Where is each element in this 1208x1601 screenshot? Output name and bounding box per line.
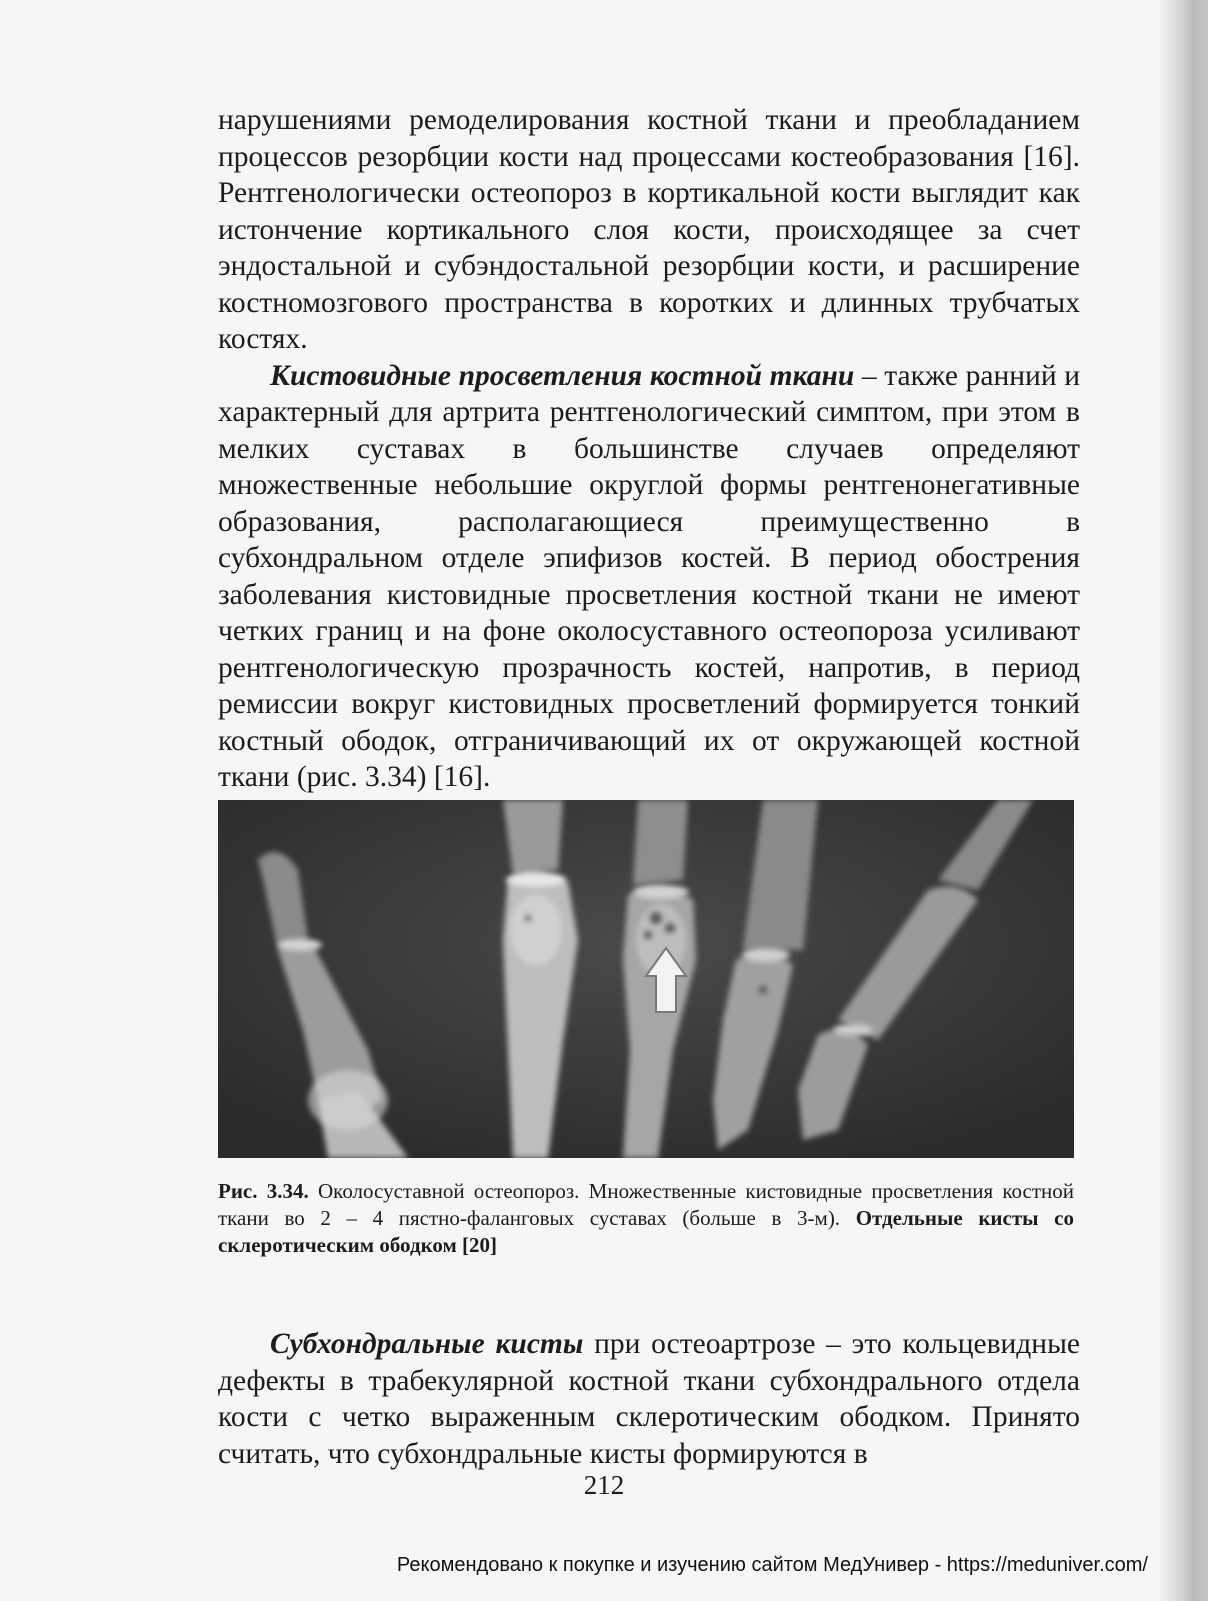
body-text-bottom xyxy=(218,1326,1080,1472)
xray-figure xyxy=(218,800,1074,1158)
footer-watermark: Рекомендовано к покупке и изучению сайтом МедУнивер - https://meduniver.com/ xyxy=(396,1554,1148,1576)
caption-bold-text: Отдельные кисты со склеротическим ободком [20] xyxy=(218,1206,1074,1257)
xray-image xyxy=(218,800,1074,1158)
paragraph-3-term: Субхондральные кисты xyxy=(270,1328,584,1360)
caption-text: Околосуставной остеопороз. Множественные кистовидные просветления костной ткани во 2 – 4 пястно-фаланговых суставах (больше в 3-м). xyxy=(218,1179,1075,1230)
paragraph-2-text: – также ранний и характерный для артрита рентгенологический симптом, при этом в мелких суставах в большинстве случаев определяют множественные небольшие округлой формы рентгенонегативные образования, располагающиеся преимущественно в субхондральном отделе эпифизов костей. В период обострения заболевания кистовидные просветления костной ткани не имеют четких границ и на фоне околосуставного остеопороза усиливают рентгенологическую прозрачность костей, напротив, в период ремиссии вокруг кистовидных просветлений формируется тонкий костный ободок, отграничивающий их от окружающей костной ткани (рис. 3.34) [16]. xyxy=(218,359,1080,793)
figure-caption xyxy=(218,1178,1074,1259)
paragraph-2-term: Кистовидные просветления костной ткани xyxy=(270,359,855,392)
body-text-top xyxy=(218,102,1080,796)
paragraph-2 xyxy=(218,358,1080,796)
caption-label: Рис. 3.34. xyxy=(218,1179,309,1203)
paragraph-3-text: при остеоартрозе – это кольцевидные дефекты в трабекулярной костной ткани субхондрального отдела кости с четко выраженным склеротическим ободком. Принято считать, что субхондральные кисты формируются в xyxy=(218,1328,1081,1470)
page-edge-shadow xyxy=(1160,0,1208,1601)
page-number: 212 xyxy=(583,1470,625,1500)
paragraph-3 xyxy=(218,1326,1080,1472)
paragraph-1: нарушениями ремоделирования костной ткани и преобладанием процессов резорбции кости над процессами костеобразования [16]. Рентгенологически остеопороз в кортикальной кости выглядит как истончение кортикального слоя кости, происходящее за счет эндостальной и субэндостальной резорбции кости, и расширение костномозгового пространства в коротких и длинных трубчатых костях. xyxy=(218,104,1080,355)
